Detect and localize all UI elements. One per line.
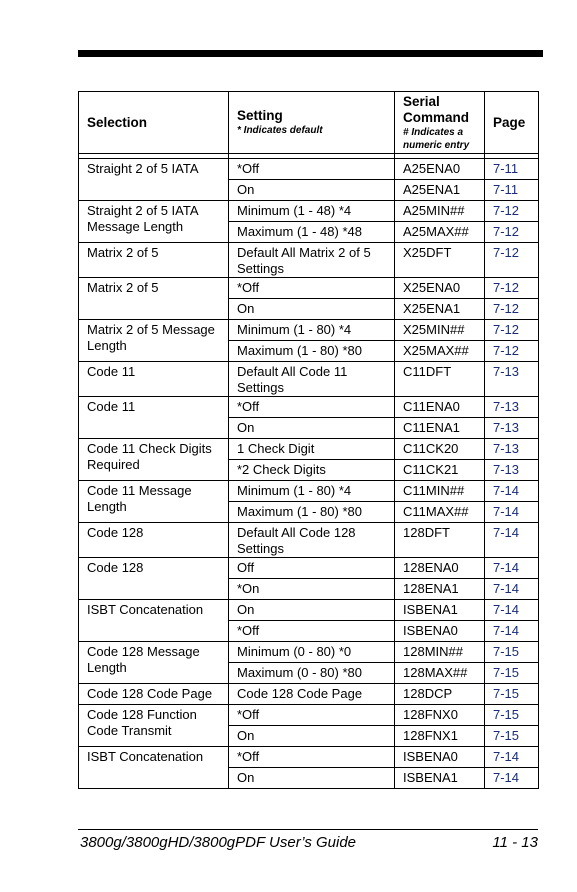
setting-cell: Maximum (1 - 80) *80 (229, 502, 395, 523)
setting-cell: On (229, 726, 395, 747)
command-cell: X25ENA1 (395, 299, 485, 320)
command-cell: C11MAX## (395, 502, 485, 523)
selection-cell: Straight 2 of 5 IATA (79, 159, 229, 201)
selection-cell: Matrix 2 of 5 (79, 278, 229, 320)
page-cell[interactable]: 7-14 (485, 747, 539, 768)
page-cell[interactable]: 7-13 (485, 362, 539, 397)
page-cell[interactable]: 7-11 (485, 159, 539, 180)
page-cell[interactable]: 7-14 (485, 523, 539, 558)
footer-rule (78, 829, 538, 830)
command-cell: A25MIN## (395, 201, 485, 222)
setting-cell: Minimum (0 - 80) *0 (229, 642, 395, 663)
header-page: Page (485, 92, 539, 154)
table-row (79, 558, 539, 579)
header-selection: Selection (79, 92, 229, 154)
page-cell[interactable]: 7-13 (485, 460, 539, 481)
setting-cell: *Off (229, 747, 395, 768)
command-cell: X25MAX## (395, 341, 485, 362)
table-row (79, 481, 539, 502)
setting-cell: Maximum (0 - 80) *80 (229, 663, 395, 684)
command-cell: 128DCP (395, 684, 485, 705)
setting-cell: Minimum (1 - 80) *4 (229, 320, 395, 341)
table-header-row (79, 92, 539, 154)
page-cell[interactable]: 7-14 (485, 621, 539, 642)
command-cell: 128DFT (395, 523, 485, 558)
selection-cell: ISBT Concatenation (79, 747, 229, 789)
setting-cell: Off (229, 558, 395, 579)
page-cell[interactable]: 7-15 (485, 663, 539, 684)
table-row (79, 159, 539, 180)
page-cell[interactable]: 7-12 (485, 320, 539, 341)
command-cell: ISBENA0 (395, 747, 485, 768)
table-body (79, 159, 539, 789)
setting-cell: Minimum (1 - 80) *4 (229, 481, 395, 502)
command-cell: C11CK21 (395, 460, 485, 481)
setting-cell: Default All Matrix 2 of 5 Settings (229, 243, 395, 278)
selection-cell: Straight 2 of 5 IATA Message Length (79, 201, 229, 243)
command-cell: C11ENA0 (395, 397, 485, 418)
command-cell: ISBENA1 (395, 768, 485, 789)
table-row (79, 320, 539, 341)
command-cell: ISBENA0 (395, 621, 485, 642)
page-number: 11 - 13 (492, 834, 538, 851)
command-cell: ISBENA1 (395, 600, 485, 621)
page-cell[interactable]: 7-13 (485, 418, 539, 439)
selection-cell: Code 11 Message Length (79, 481, 229, 523)
command-cell: X25ENA0 (395, 278, 485, 299)
command-cell: X25MIN## (395, 320, 485, 341)
setting-cell: On (229, 768, 395, 789)
page-cell[interactable]: 7-12 (485, 299, 539, 320)
selection-cell: Code 128 (79, 523, 229, 558)
table-row (79, 362, 539, 397)
command-cell: C11DFT (395, 362, 485, 397)
setting-cell: On (229, 418, 395, 439)
table-row (79, 705, 539, 726)
header-serial-note: # Indicates a numeric entry (403, 126, 470, 151)
page-cell[interactable]: 7-12 (485, 341, 539, 362)
header-setting-note: * Indicates default (237, 125, 323, 136)
command-cell: A25ENA1 (395, 180, 485, 201)
command-cell: 128ENA1 (395, 579, 485, 600)
setting-cell: Code 128 Code Page (229, 684, 395, 705)
selection-cell: Code 11 (79, 397, 229, 439)
page-cell[interactable]: 7-14 (485, 768, 539, 789)
command-cell: 128ENA0 (395, 558, 485, 579)
page-cell[interactable]: 7-12 (485, 201, 539, 222)
page-cell[interactable]: 7-15 (485, 726, 539, 747)
page-cell[interactable]: 7-12 (485, 243, 539, 278)
settings-table (78, 91, 539, 789)
table-row (79, 439, 539, 460)
setting-cell: On (229, 180, 395, 201)
selection-cell: Matrix 2 of 5 Message Length (79, 320, 229, 362)
header-serial-command: Serial Command # Indicates a numeric entry (395, 92, 485, 154)
selection-cell: Code 128 Message Length (79, 642, 229, 684)
table-row (79, 642, 539, 663)
page-cell[interactable]: 7-15 (485, 705, 539, 726)
setting-cell: *Off (229, 397, 395, 418)
command-cell: 128MAX## (395, 663, 485, 684)
table-row (79, 243, 539, 278)
page-cell[interactable]: 7-14 (485, 600, 539, 621)
setting-cell: Default All Code 11 Settings (229, 362, 395, 397)
selection-cell: Code 11 (79, 362, 229, 397)
header-setting: Setting * Indicates default (229, 92, 395, 154)
command-cell: A25MAX## (395, 222, 485, 243)
setting-cell: *2 Check Digits (229, 460, 395, 481)
setting-cell: *Off (229, 278, 395, 299)
command-cell: 128FNX0 (395, 705, 485, 726)
setting-cell: *Off (229, 705, 395, 726)
table-row (79, 397, 539, 418)
setting-cell: Minimum (1 - 48) *4 (229, 201, 395, 222)
command-cell: C11CK20 (395, 439, 485, 460)
setting-cell: *On (229, 579, 395, 600)
page-cell[interactable]: 7-12 (485, 278, 539, 299)
setting-cell: *Off (229, 159, 395, 180)
guide-title: 3800g/3800gHD/3800gPDF User’s Guide (80, 834, 357, 851)
page-cell[interactable]: 7-11 (485, 180, 539, 201)
selection-cell: Matrix 2 of 5 (79, 243, 229, 278)
command-cell: 128MIN## (395, 642, 485, 663)
page-cell[interactable]: 7-14 (485, 558, 539, 579)
command-cell: 128FNX1 (395, 726, 485, 747)
command-cell: C11ENA1 (395, 418, 485, 439)
command-cell: X25DFT (395, 243, 485, 278)
table-row (79, 201, 539, 222)
setting-cell: Default All Code 128 Settings (229, 523, 395, 558)
setting-cell: *Off (229, 621, 395, 642)
selection-cell: Code 128 (79, 558, 229, 600)
command-cell: A25ENA0 (395, 159, 485, 180)
header-rule (78, 50, 543, 57)
setting-cell: On (229, 299, 395, 320)
setting-cell: Maximum (1 - 80) *80 (229, 341, 395, 362)
page-cell[interactable]: 7-15 (485, 642, 539, 663)
page-cell[interactable]: 7-12 (485, 222, 539, 243)
table-row (79, 684, 539, 705)
page-cell[interactable]: 7-14 (485, 502, 539, 523)
page-cell[interactable]: 7-14 (485, 579, 539, 600)
selection-cell: Code 128 Function Code Transmit (79, 705, 229, 747)
setting-cell: 1 Check Digit (229, 439, 395, 460)
setting-cell: Maximum (1 - 48) *48 (229, 222, 395, 243)
selection-cell: ISBT Concatenation (79, 600, 229, 642)
page-cell[interactable]: 7-15 (485, 684, 539, 705)
selection-cell: Code 11 Check Digits Required (79, 439, 229, 481)
page-cell[interactable]: 7-14 (485, 481, 539, 502)
selection-cell: Code 128 Code Page (79, 684, 229, 705)
command-cell: C11MIN## (395, 481, 485, 502)
page-cell[interactable]: 7-13 (485, 397, 539, 418)
table-row (79, 747, 539, 768)
table-row (79, 523, 539, 558)
page-cell[interactable]: 7-13 (485, 439, 539, 460)
table-row (79, 278, 539, 299)
setting-cell: On (229, 600, 395, 621)
table-row (79, 600, 539, 621)
